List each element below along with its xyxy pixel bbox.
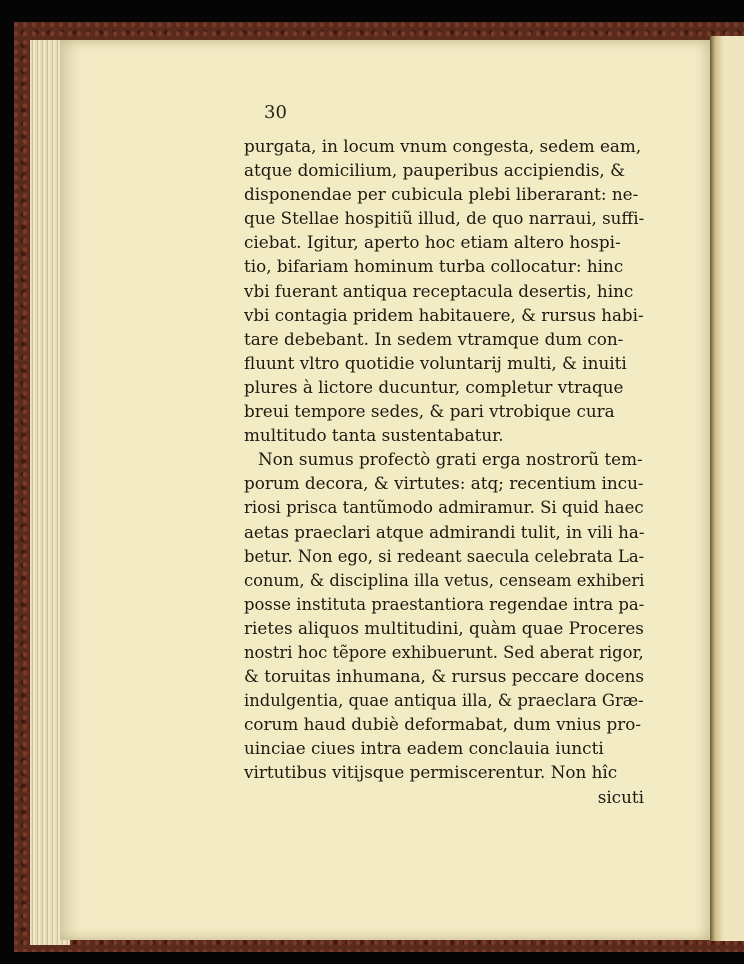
- text-line: vbi contagia pridem habitauere, & rursus habi-: [244, 304, 644, 325]
- text-line: conum, & disciplina illa vetus, censeam exhiberi: [244, 569, 645, 590]
- catchword: sicuti: [597, 786, 644, 807]
- text-line: & toruitas inhumana, & rursus peccare docens: [244, 666, 645, 687]
- text-line: indulgentia, quae antiqua illa, & praeclara Græ-: [244, 690, 644, 711]
- text-line: que Stellae hospitiũ illud, de quo narraui, suffi-: [244, 208, 645, 229]
- text-line: tare debebant. In sedem vtramque dum con-: [244, 328, 624, 349]
- text-line: porum decora, & virtutes: atq; recentium incu-: [244, 473, 644, 494]
- text-line: tio, bifariam hominum turba collocatur: hinc: [244, 256, 624, 277]
- text-line: corum haud dubiè deformabat, dum vnius pro-: [244, 714, 642, 735]
- text-line: riosi prisca tantũmodo admiramur. Si quid haec: [244, 497, 644, 518]
- text-line: posse instituta praestantiora regendae intra pa-: [244, 593, 645, 614]
- text-line: nostri hoc tẽpore exhibuerunt. Sed aberat rigor,: [244, 641, 644, 662]
- text-line: virtutibus vitijsque permiscerentur. Non hîc: [244, 762, 618, 783]
- text-line: fluunt vltro quotidie voluntarij multi, & inuiti: [244, 352, 627, 373]
- text-line: rietes aliquos multitudini, quàm quae Proceres: [244, 617, 644, 638]
- text-line: purgata, in locum vnum congesta, sedem eam,: [244, 136, 642, 156]
- text-line: uinciae ciues intra eadem conclauia iuncti: [244, 738, 604, 759]
- text-line: vbi fuerant antiqua receptacula desertis, hinc: [244, 280, 634, 301]
- text-line: ciebat. Igitur, aperto hoc etiam altero hospi-: [244, 232, 621, 253]
- text-line: plures à lictore ducuntur, completur vtraque: [244, 376, 624, 397]
- text-line: disponendae per cubicula plebi liberarant: ne-: [244, 184, 639, 205]
- text-line: betur. Non ego, si redeant saecula celebrata La-: [244, 545, 645, 566]
- text-line: aetas praeclari atque admirandi tulit, in vili ha-: [244, 521, 645, 542]
- text-line: breui tempore sedes, & pari vtrobique cura: [244, 401, 615, 422]
- text-line: multitudo tanta sustentabatur.: [244, 425, 504, 446]
- text-line: atque domicilium, pauperibus accipiendis, &: [244, 160, 626, 181]
- facing-page-edge: [710, 36, 744, 941]
- text-line: Non sumus profectò grati erga nostrorũ tem-: [258, 449, 643, 470]
- body-text: [244, 134, 644, 809]
- page-number: 30: [264, 102, 287, 123]
